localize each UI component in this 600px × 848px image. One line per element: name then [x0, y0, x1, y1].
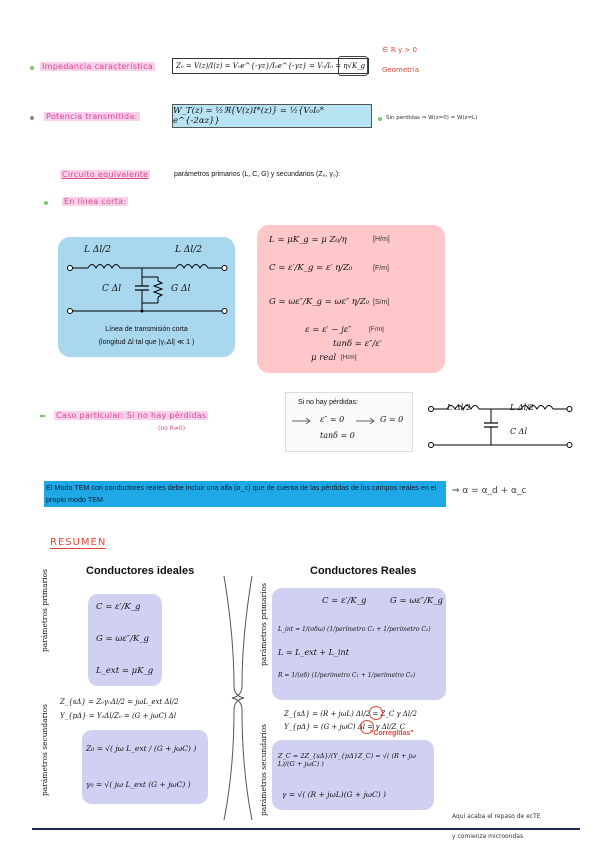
- corregidas-note: "Corregidas": [370, 730, 414, 737]
- ideal-eq-G: G = ωε″/K_g: [96, 634, 149, 644]
- real-eq-G: G = ωε″/K_g: [390, 596, 443, 606]
- side-secundarios-ideal: parámetros secundarios: [40, 704, 49, 796]
- eq-tan-delta: tanδ = ε″/ε′: [333, 339, 382, 349]
- lossless-inductor-2: L Δl/2: [510, 403, 534, 412]
- circuit-diagram-box: [58, 237, 235, 357]
- inductor-label-2: L Δl/2: [175, 245, 202, 255]
- real-title: Conductores Reales: [310, 565, 417, 577]
- unit-L: [H/m]: [373, 236, 390, 243]
- real-eq-zs: Z_{sΔ} = (R + jωL) Δl/2 = Z_C γ Δl/2: [284, 710, 417, 718]
- note-real-positive: ∈ ℝ y > 0: [382, 46, 418, 54]
- lossless-inductor-1: L Δl/2: [447, 403, 471, 412]
- sqrt-kg-highlight: [338, 56, 368, 76]
- primary-params-box: [257, 225, 445, 373]
- real-secondary-box: [272, 740, 434, 810]
- bullet-dot: [44, 201, 48, 205]
- eq-g-zero: G = 0: [380, 415, 404, 424]
- bullet-dot: [30, 116, 34, 120]
- correction-circle: [369, 706, 383, 720]
- lc-lossless-schematic: [425, 393, 577, 453]
- ideal-eq-L: L_ext = μK_g: [96, 666, 154, 676]
- arrow-right-icon: [292, 417, 314, 425]
- real-primary-box: [272, 588, 446, 700]
- alpha-sum-note: ⇒ α = α_d + α_c: [452, 486, 527, 496]
- arrow-right-icon: [356, 417, 378, 425]
- circuit-subtitle: parámetros primarios (L, C, G) y secundarios (Z₀, γ₀):: [174, 171, 341, 178]
- capacitor-label: C Δl: [102, 284, 122, 294]
- real-eq-gamma: γ = √( (R + jωL)(G + jωC) ): [282, 790, 386, 799]
- lossless-title: Si no hay pérdidas:: [298, 399, 358, 406]
- lossless-capacitor: C Δl: [510, 427, 527, 436]
- ideal-title: Conductores ideales: [86, 565, 195, 577]
- impedance-formula: Z₀ = V(z)/I(z) = V₀e^{-γz}/I₀e^{-γz} = V₀/I₀ = η√K_g: [172, 54, 372, 82]
- eq-mu: μ real: [311, 353, 337, 363]
- real-eq-L: L = L_ext + L_int: [278, 648, 349, 657]
- real-eq-Zc: Z_C = 2Z_{sΔ}/(Y_{pΔ}Z_C) = √( (R + jω L)/(G + jωC) ): [278, 752, 416, 768]
- tem-note: El Modo TEM con conductores reales debe incluir una alfa (α_c) que de cuenta de las pérdidas de los campos reales en el propio modo TEM: [44, 481, 446, 507]
- side-primarios-real: parámetros primarios: [259, 583, 268, 666]
- side-secundarios-real: parámetros secundarios: [259, 724, 268, 816]
- side-primarios-ideal: parámetros primarios: [40, 569, 49, 652]
- ideal-primary-box: [88, 594, 162, 686]
- summary-table: [40, 560, 444, 820]
- lossless-box: [285, 392, 413, 452]
- caso-subnote: (no R≠0): [158, 425, 186, 432]
- real-eq-Lint: L_int = 1/(σδω) (1/perímetro C₁ + 1/perímetro C₂): [278, 626, 431, 633]
- circuit-caption-1: Línea de transmisión corta: [105, 326, 188, 333]
- eq-tan-zero: tanδ = 0: [320, 431, 355, 440]
- ideal-eq-zs: Z_{sΔ} = Z₀γ₀Δl/2 = jωL_ext Δl/2: [60, 698, 179, 706]
- unit-G: [S/m]: [373, 299, 390, 306]
- footer-rule: [32, 828, 580, 830]
- real-eq-R: R = 1/(σδ) (1/perímetro C₁ + 1/perímetro C₂): [278, 672, 416, 679]
- bullet-impedancia: Impedancia característica: [42, 62, 154, 71]
- eq-epsilon: ε = ε′ − jε″: [305, 325, 352, 335]
- note-sin-perdidas: Sin pérdidas ⇒ W(z=0) = W(z=L): [386, 115, 478, 121]
- unit-mu: [H/m]: [341, 354, 357, 361]
- eq-eps-zero: ε″ = 0: [320, 415, 345, 424]
- bullet-linea-corta: En línea corta:: [64, 197, 127, 206]
- real-eq-C: C = ε′/K_g: [322, 596, 367, 606]
- note-geometria: Geometría: [382, 66, 419, 74]
- eq-C: C = ε′/K_g = ε′ η/Z₀: [269, 263, 353, 273]
- footer-note-1: Aquí acaba el repaso de ecTE: [452, 813, 541, 820]
- ideal-eq-yp: Y_{pΔ} = Y₀Δl/Z₀ = (G + jωC) Δl: [60, 712, 177, 720]
- circuit-caption-2: (longitud Δl tal que |γ₀Δl| ≪ 1 ): [98, 339, 195, 346]
- resumen-title: RESUMEN: [50, 537, 107, 548]
- bullet-dot: [378, 117, 382, 121]
- conductance-label: G Δl: [171, 284, 191, 294]
- brace-divider-2: [226, 576, 256, 820]
- ideal-eq-C: C = ε′/K_g: [96, 602, 141, 612]
- bullet-dash: [40, 415, 45, 417]
- real-eq-yp: Y_{pΔ} = (G + jωC) Δl = γ Δl/Z_C: [284, 723, 406, 731]
- ideal-eq-Z0: Z₀ = √( jω L_ext / (G + jωC) ): [86, 744, 197, 753]
- bullet-potencia: Potencia transmitida:: [46, 112, 138, 121]
- unit-C: [F/m]: [373, 265, 389, 272]
- potencia-formula: W_T(z) = ½ℜ{V(z)I*(z)} = ½{V₀I₀* e^{-2αz}}: [172, 104, 372, 128]
- eq-L: L = μK_g = μ Z₀/η: [269, 235, 347, 245]
- ideal-eq-gamma: γ₀ = √( jω L_ext (G + jωC) ): [86, 780, 191, 789]
- circuit-title: Circuito equivalente: [62, 170, 149, 179]
- bullet-dot: [30, 66, 34, 70]
- unit-epsilon: [F/m]: [369, 326, 384, 333]
- ideal-secondary-box: [82, 730, 208, 804]
- inductor-label-1: L Δl/2: [84, 245, 111, 255]
- bullet-caso-particular: Caso particular: Si no hay pérdidas: [56, 411, 207, 420]
- eq-G: G = ωε″/K_g = ωε″ η/Z₀: [269, 297, 370, 307]
- footer-note-2: y comienza microondas: [452, 833, 524, 840]
